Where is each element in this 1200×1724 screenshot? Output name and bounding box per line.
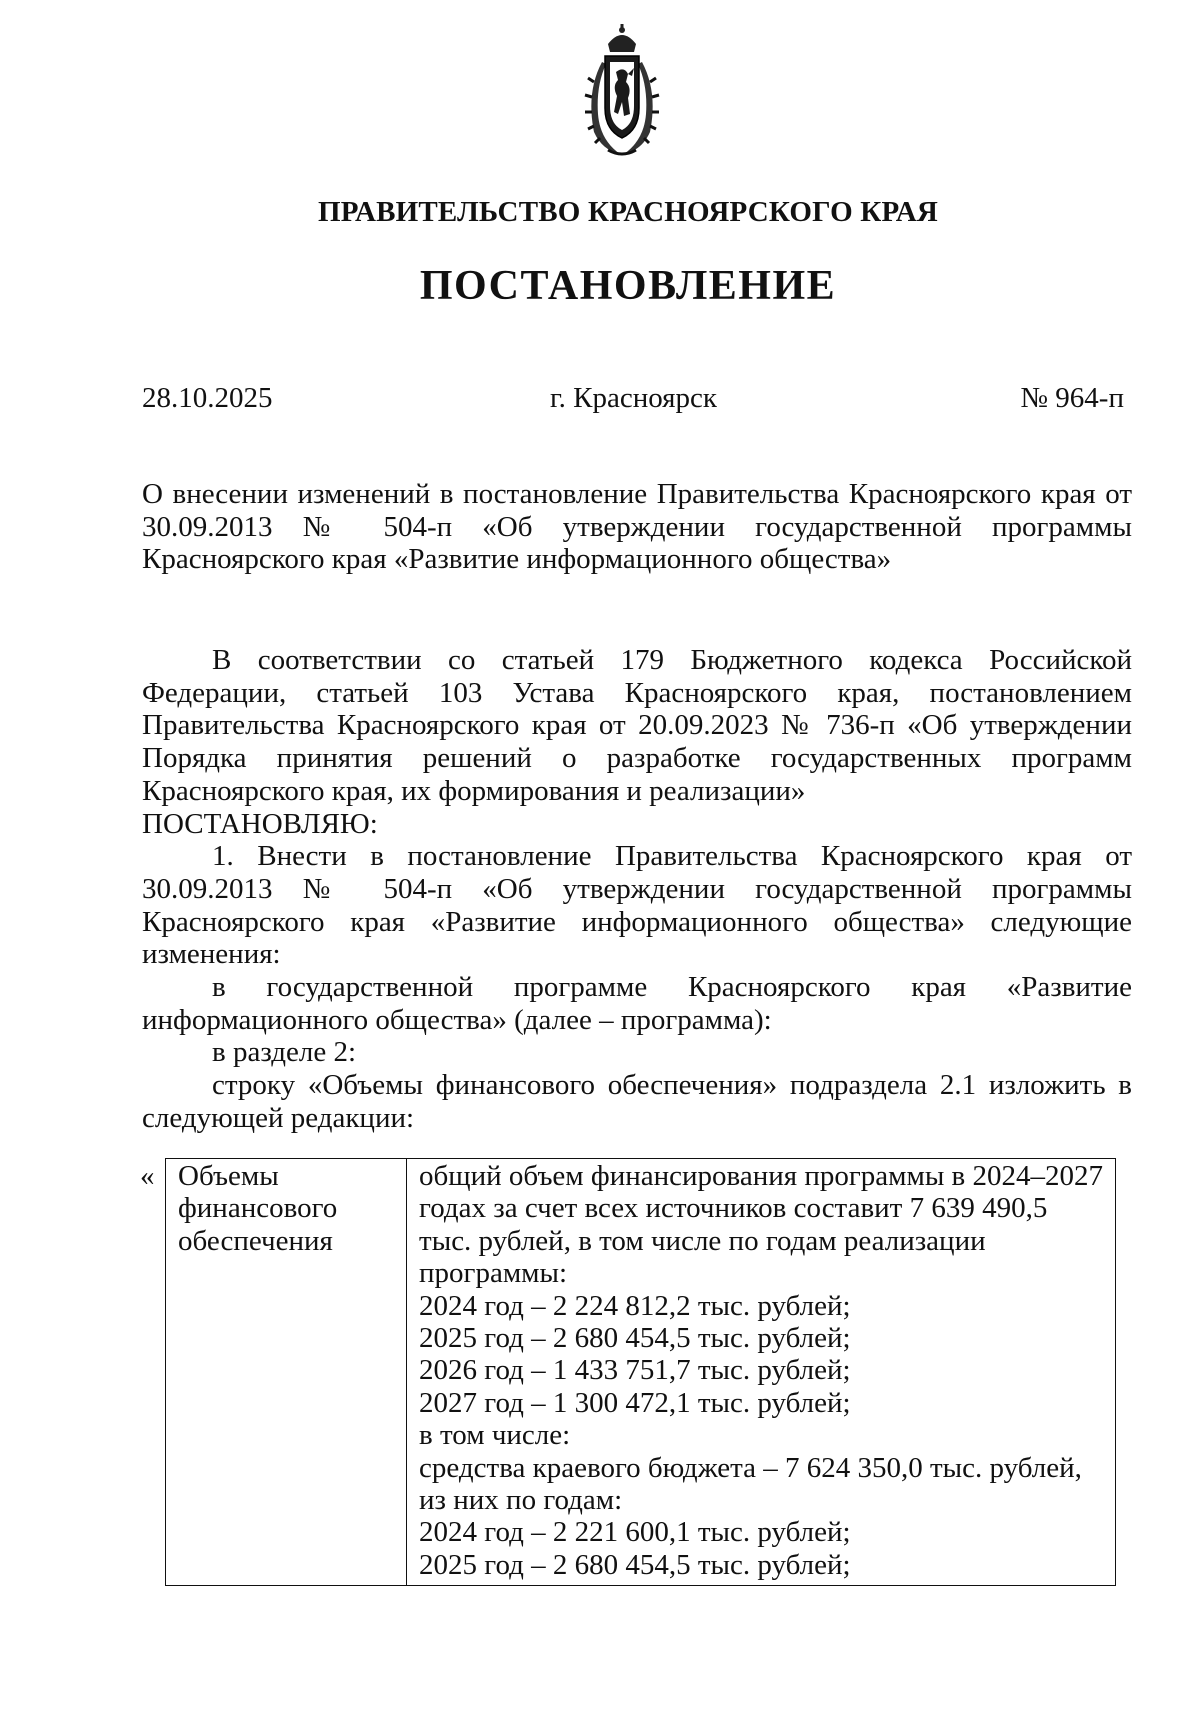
- body-paragraph-1: В соответствии со статьей 179 Бюджетного кодекса Российской Федерации, статьей 103 Устава Красноярского края, постановлением Правительства Красноярского края от 20.09.2023 № 736-п «Об утверждении Порядка принятия решений о разработке государственных программ Красноярского края, их формирования и реализации»: [142, 644, 1132, 807]
- content-line: 2025 год – 2 680 454,5 тыс. рублей;: [419, 1322, 851, 1355]
- content-line: 2025 год – 2 680 454,5 тыс. рублей;: [419, 1548, 851, 1581]
- body-paragraph-5: строку «Объемы финансового обеспечения» подраздела 2.1 изложить в следующей редакции:: [142, 1069, 1132, 1134]
- row-content-cell: [407, 1159, 1116, 1586]
- financing-table: [165, 1158, 1116, 1586]
- document-body: [142, 644, 1132, 1135]
- content-line: тыс. рублей, в том числе по годам реализации: [419, 1224, 986, 1257]
- decree-word: ПОСТАНОВЛЯЮ:: [142, 807, 378, 840]
- content-line: в том числе:: [419, 1419, 571, 1452]
- content-line: средства краевого бюджета – 7 624 350,0 тыс. рублей,: [419, 1451, 1082, 1484]
- document-subject: О внесении изменений в постановление Правительства Красноярского края от 30.09.2013 № 504-п «Об утверждении государственной программы Красноярского края «Развитие информационного общества»: [142, 478, 1132, 575]
- body-paragraph-3: в государственной программе Красноярского края «Развитие информационного общества» (далее – программа):: [142, 971, 1132, 1036]
- row-label-line: Объемы: [178, 1160, 279, 1192]
- coat-of-arms-emblem: [572, 22, 672, 160]
- row-label-cell: [166, 1159, 407, 1586]
- content-line: 2024 год – 2 221 600,1 тыс. рублей;: [419, 1516, 851, 1549]
- quote-open-mark: «: [140, 1160, 155, 1192]
- content-line: 2026 год – 1 433 751,7 тыс. рублей;: [419, 1354, 851, 1387]
- content-line: программы:: [419, 1257, 568, 1290]
- document-type-title: ПОСТАНОВЛЕНИЕ: [419, 263, 837, 309]
- content-line: годах за счет всех источников составит 7 639 490,5: [419, 1192, 1048, 1225]
- organization-title: ПРАВИТЕЛЬСТВО КРАСНОЯРСКОГО КРАЯ: [317, 196, 939, 228]
- content-line: из них по годам:: [419, 1484, 623, 1517]
- row-label-line: финансового: [178, 1192, 338, 1225]
- document-date: 28.10.2025: [142, 382, 273, 414]
- table-row: [166, 1159, 1116, 1586]
- row-label-line: обеспечения: [178, 1224, 333, 1257]
- document-city: г. Красноярск: [550, 382, 717, 414]
- body-paragraph-4: в разделе 2:: [212, 1036, 357, 1069]
- content-line: 2027 год – 1 300 472,1 тыс. рублей;: [419, 1386, 851, 1419]
- content-line: 2024 год – 2 224 812,2 тыс. рублей;: [419, 1289, 851, 1322]
- body-paragraph-2: 1. Внести в постановление Правительства Красноярского края от 30.09.2013 № 504-п «Об утверждении государственной программы Красноярского края «Развитие информационного общества» следующие изменения:: [142, 840, 1132, 971]
- content-line: общий объем финансирования программы в 2024–2027: [419, 1160, 1103, 1192]
- document-number: № 964-п: [1020, 382, 1124, 414]
